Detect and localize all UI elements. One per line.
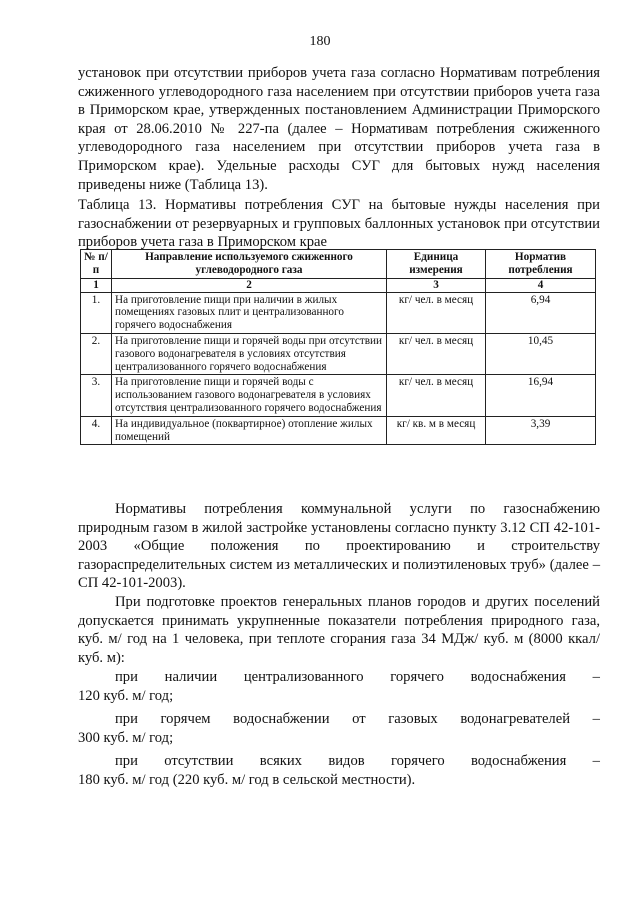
row-value: 3,39 xyxy=(486,416,596,445)
header-unit: Единица измерения xyxy=(387,250,486,279)
indicator-word: централизованного xyxy=(243,669,364,685)
table-header-row xyxy=(81,250,596,279)
indicator-word: водонагревателей xyxy=(460,711,571,727)
indicator-line xyxy=(78,752,600,771)
indicator-word: горячем xyxy=(160,711,211,727)
indicator-word: водоснабжения xyxy=(471,753,567,769)
table-caption: Таблица 13. Нормативы потребления СУГ на бытовые нужды населения при газоснабжении от резервуарных и групповых баллонных установок при отсутствии приборов учета газа в Приморском крае xyxy=(78,197,600,251)
row-unit: кг/ кв. м в месяц xyxy=(387,416,486,445)
indicator-word: наличии xyxy=(164,669,218,685)
index-1: 1 xyxy=(81,278,112,292)
row-direction: На приготовление пищи и горячей воды с использованием газового водонагревателя в условиях отсутствия централизованного горячего водоснабжения xyxy=(112,375,387,416)
indicator-word: видов xyxy=(328,753,365,769)
indicator-word: – xyxy=(592,753,600,769)
indicator-value: 180 куб. м/ год (220 куб. м/ год в сельской местности). xyxy=(78,771,416,788)
row-num: 2. xyxy=(81,333,112,374)
row-value: 10,45 xyxy=(486,333,596,374)
indicator-word: при xyxy=(115,669,138,685)
row-value: 6,94 xyxy=(486,292,596,333)
indicator-word: горячего xyxy=(390,669,444,685)
header-direction: Направление используемого сжиженного углеводородного газа xyxy=(112,250,387,279)
indicator-word: газовых xyxy=(388,711,438,727)
table-index-row xyxy=(81,278,596,292)
indicator-value: 120 куб. м/ год; xyxy=(78,687,174,704)
indicator-word: – xyxy=(592,711,600,727)
indicator-item xyxy=(78,752,600,789)
table-row xyxy=(81,292,596,333)
row-num: 3. xyxy=(81,375,112,416)
header-norm: Норматив потребления xyxy=(486,250,596,279)
indicator-value: 300 куб. м/ год; xyxy=(78,729,174,746)
indicator-word: от xyxy=(352,711,366,727)
norms-paragraph: Нормативы потребления коммунальной услуги по газоснабжению природным газом в жилой застройке установлены согласно пункту 3.12 СП 42-101-2003 «Общие положения по проектированию и строительству газораспределительных систем из металлических и полиэтиленовых труб» (далее – СП 42-101-2003). xyxy=(78,501,600,592)
row-direction: На приготовление пищи и горячей воды при отсутствии газового водонагревателя в условиях отсутствия централизованного горячего водоснабжения xyxy=(112,333,387,374)
indicator-line xyxy=(78,710,600,729)
row-direction: На индивидуальное (поквартирное) отопление жилых помещений xyxy=(112,416,387,445)
row-unit: кг/ чел. в месяц xyxy=(387,375,486,416)
row-num: 1. xyxy=(81,292,112,333)
page-number: 180 xyxy=(309,34,331,49)
row-num: 4. xyxy=(81,416,112,445)
table-row xyxy=(81,375,596,416)
indicator-word: горячего xyxy=(391,753,445,769)
indicator-line xyxy=(78,668,600,687)
table-row xyxy=(81,333,596,374)
row-value: 16,94 xyxy=(486,375,596,416)
indicator-word: водоснабжения xyxy=(470,669,566,685)
indicator-word: при xyxy=(115,753,138,769)
norms-table xyxy=(80,249,596,445)
index-4: 4 xyxy=(486,278,596,292)
indicator-word: – xyxy=(592,669,600,685)
index-2: 2 xyxy=(112,278,387,292)
indicator-word: водоснабжении xyxy=(233,711,330,727)
row-direction: На приготовление пищи при наличии в жилых помещениях газовых плит и централизованного горячего водоснабжения xyxy=(112,292,387,333)
index-3: 3 xyxy=(387,278,486,292)
planning-paragraph: При подготовке проектов генеральных планов городов и других поселений допускается принимать укрупненные показатели потребления природного газа, куб. м/ год на 1 человека, при теплоте сгорания газа 34 МДж/ куб. м (8000 ккал/ куб. м): xyxy=(78,594,600,666)
indicator-word: отсутствии xyxy=(164,753,234,769)
row-unit: кг/ чел. в месяц xyxy=(387,292,486,333)
indicator-word: при xyxy=(115,711,138,727)
indicator-word: всяких xyxy=(259,753,302,769)
indicator-item xyxy=(78,710,600,747)
header-num: № п/п xyxy=(81,250,112,279)
table-row xyxy=(81,416,596,445)
intro-paragraph: установок при отсутствии приборов учета газа согласно Нормативам потребления сжиженного углеводородного газа населением при отсутствии приборов учета газа в Приморском крае, утвержденных постановлением Администрации Приморского края от 28.06.2010 № 227-па (далее – Нормативам потребления сжиженного углеводородного газа населением при отсутствии приборов учета газа в Приморском крае). Удельные расходы СУГ для бытовых нужд населения приведены ниже (Таблица 13). xyxy=(78,65,600,193)
indicator-item xyxy=(78,668,600,705)
row-unit: кг/ чел. в месяц xyxy=(387,333,486,374)
